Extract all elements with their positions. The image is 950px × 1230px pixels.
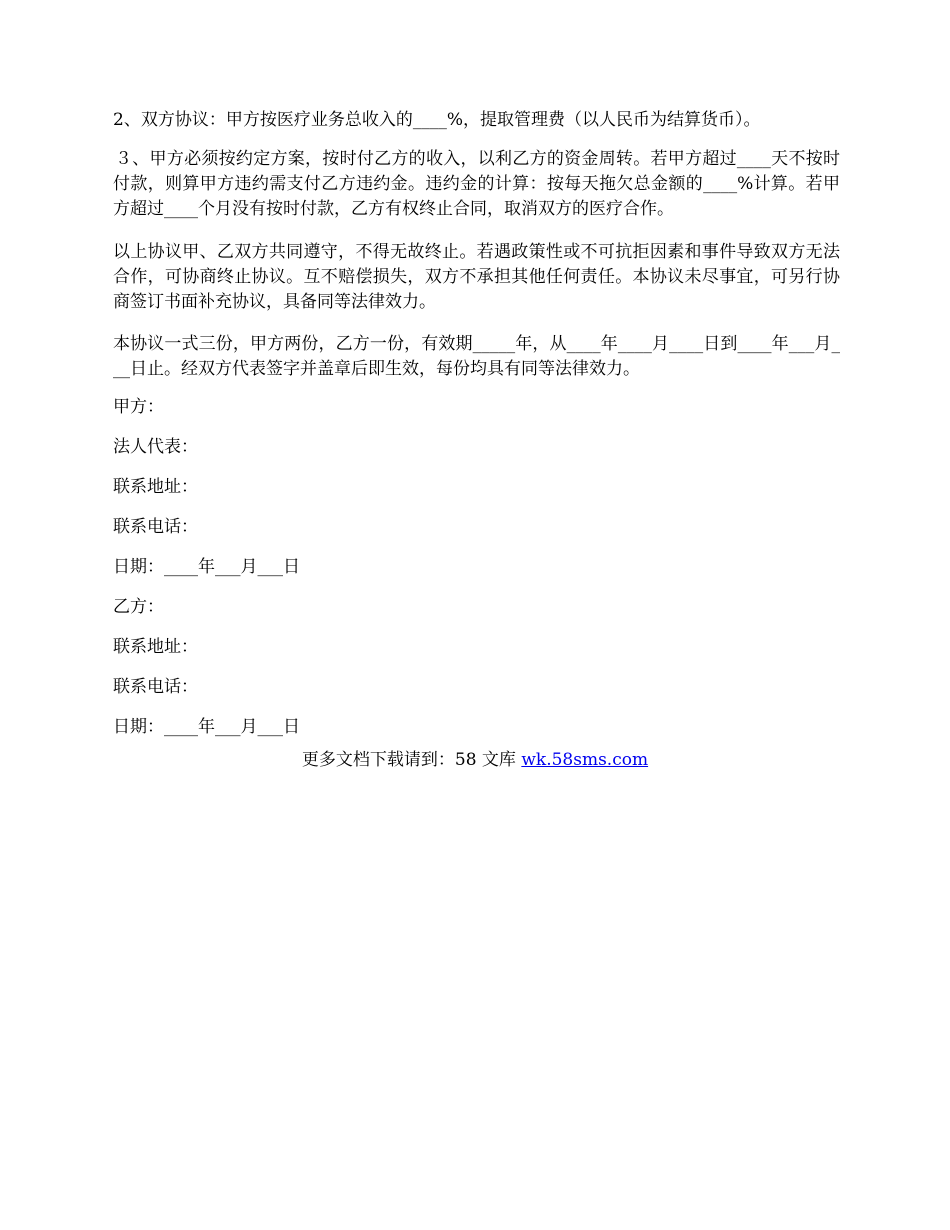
party-a-address: 联系地址： (113, 477, 198, 497)
clause-fee-paragraph: 2、双方协议：甲方按医疗业务总收入的____%，提取管理费（以人民币为结算货币）。 (113, 110, 761, 130)
party-b-date: 日期：____年___月___日 (113, 717, 300, 737)
document-body (113, 108, 840, 755)
party-b-address: 联系地址： (113, 637, 198, 657)
clause-payment-paragraph: ３、甲方必须按约定方案，按时付乙方的收入，以利乙方的资金周转。若甲方超过____天不按时付款，则算甲方违约需支付乙方违约金。违约金的计算：按每天拖欠总金额的____%计算。若甲方超过____个月没有按时付款，乙方有权终止合同，取消双方的医疗合作。 (113, 149, 840, 219)
party-a-label: 甲方： (113, 397, 164, 417)
clause-copies-paragraph: 本协议一式三份，甲方两份，乙方一份，有效期_____年，从____年____月____日到____年___月___日止。经双方代表签字并盖章后即生效，每份均具有同等法律效力。 (113, 334, 840, 379)
footer-prefix-text: 更多文档下载请到：58 文库 (301, 750, 522, 770)
party-a-phone: 联系电话： (113, 517, 198, 537)
footer-site-link[interactable]: wk.58sms.com (521, 750, 649, 770)
party-a-legal-rep: 法人代表： (113, 437, 198, 457)
party-b-signature-block (113, 595, 840, 755)
party-a-date: 日期：____年___月___日 (113, 557, 300, 577)
party-b-label: 乙方： (113, 597, 164, 617)
party-a-signature-block (113, 395, 840, 595)
clause-termination-paragraph: 以上协议甲、乙双方共同遵守，不得无故终止。若遇政策性或不可抗拒因素和事件导致双方无法合作，可协商终止协议。互不赔偿损失，双方不承担其他任何责任。本协议未尽事宜，可另行协商签订书面补充协议，具备同等法律效力。 (113, 242, 840, 312)
party-b-phone: 联系电话： (113, 677, 198, 697)
download-footer (0, 748, 950, 773)
